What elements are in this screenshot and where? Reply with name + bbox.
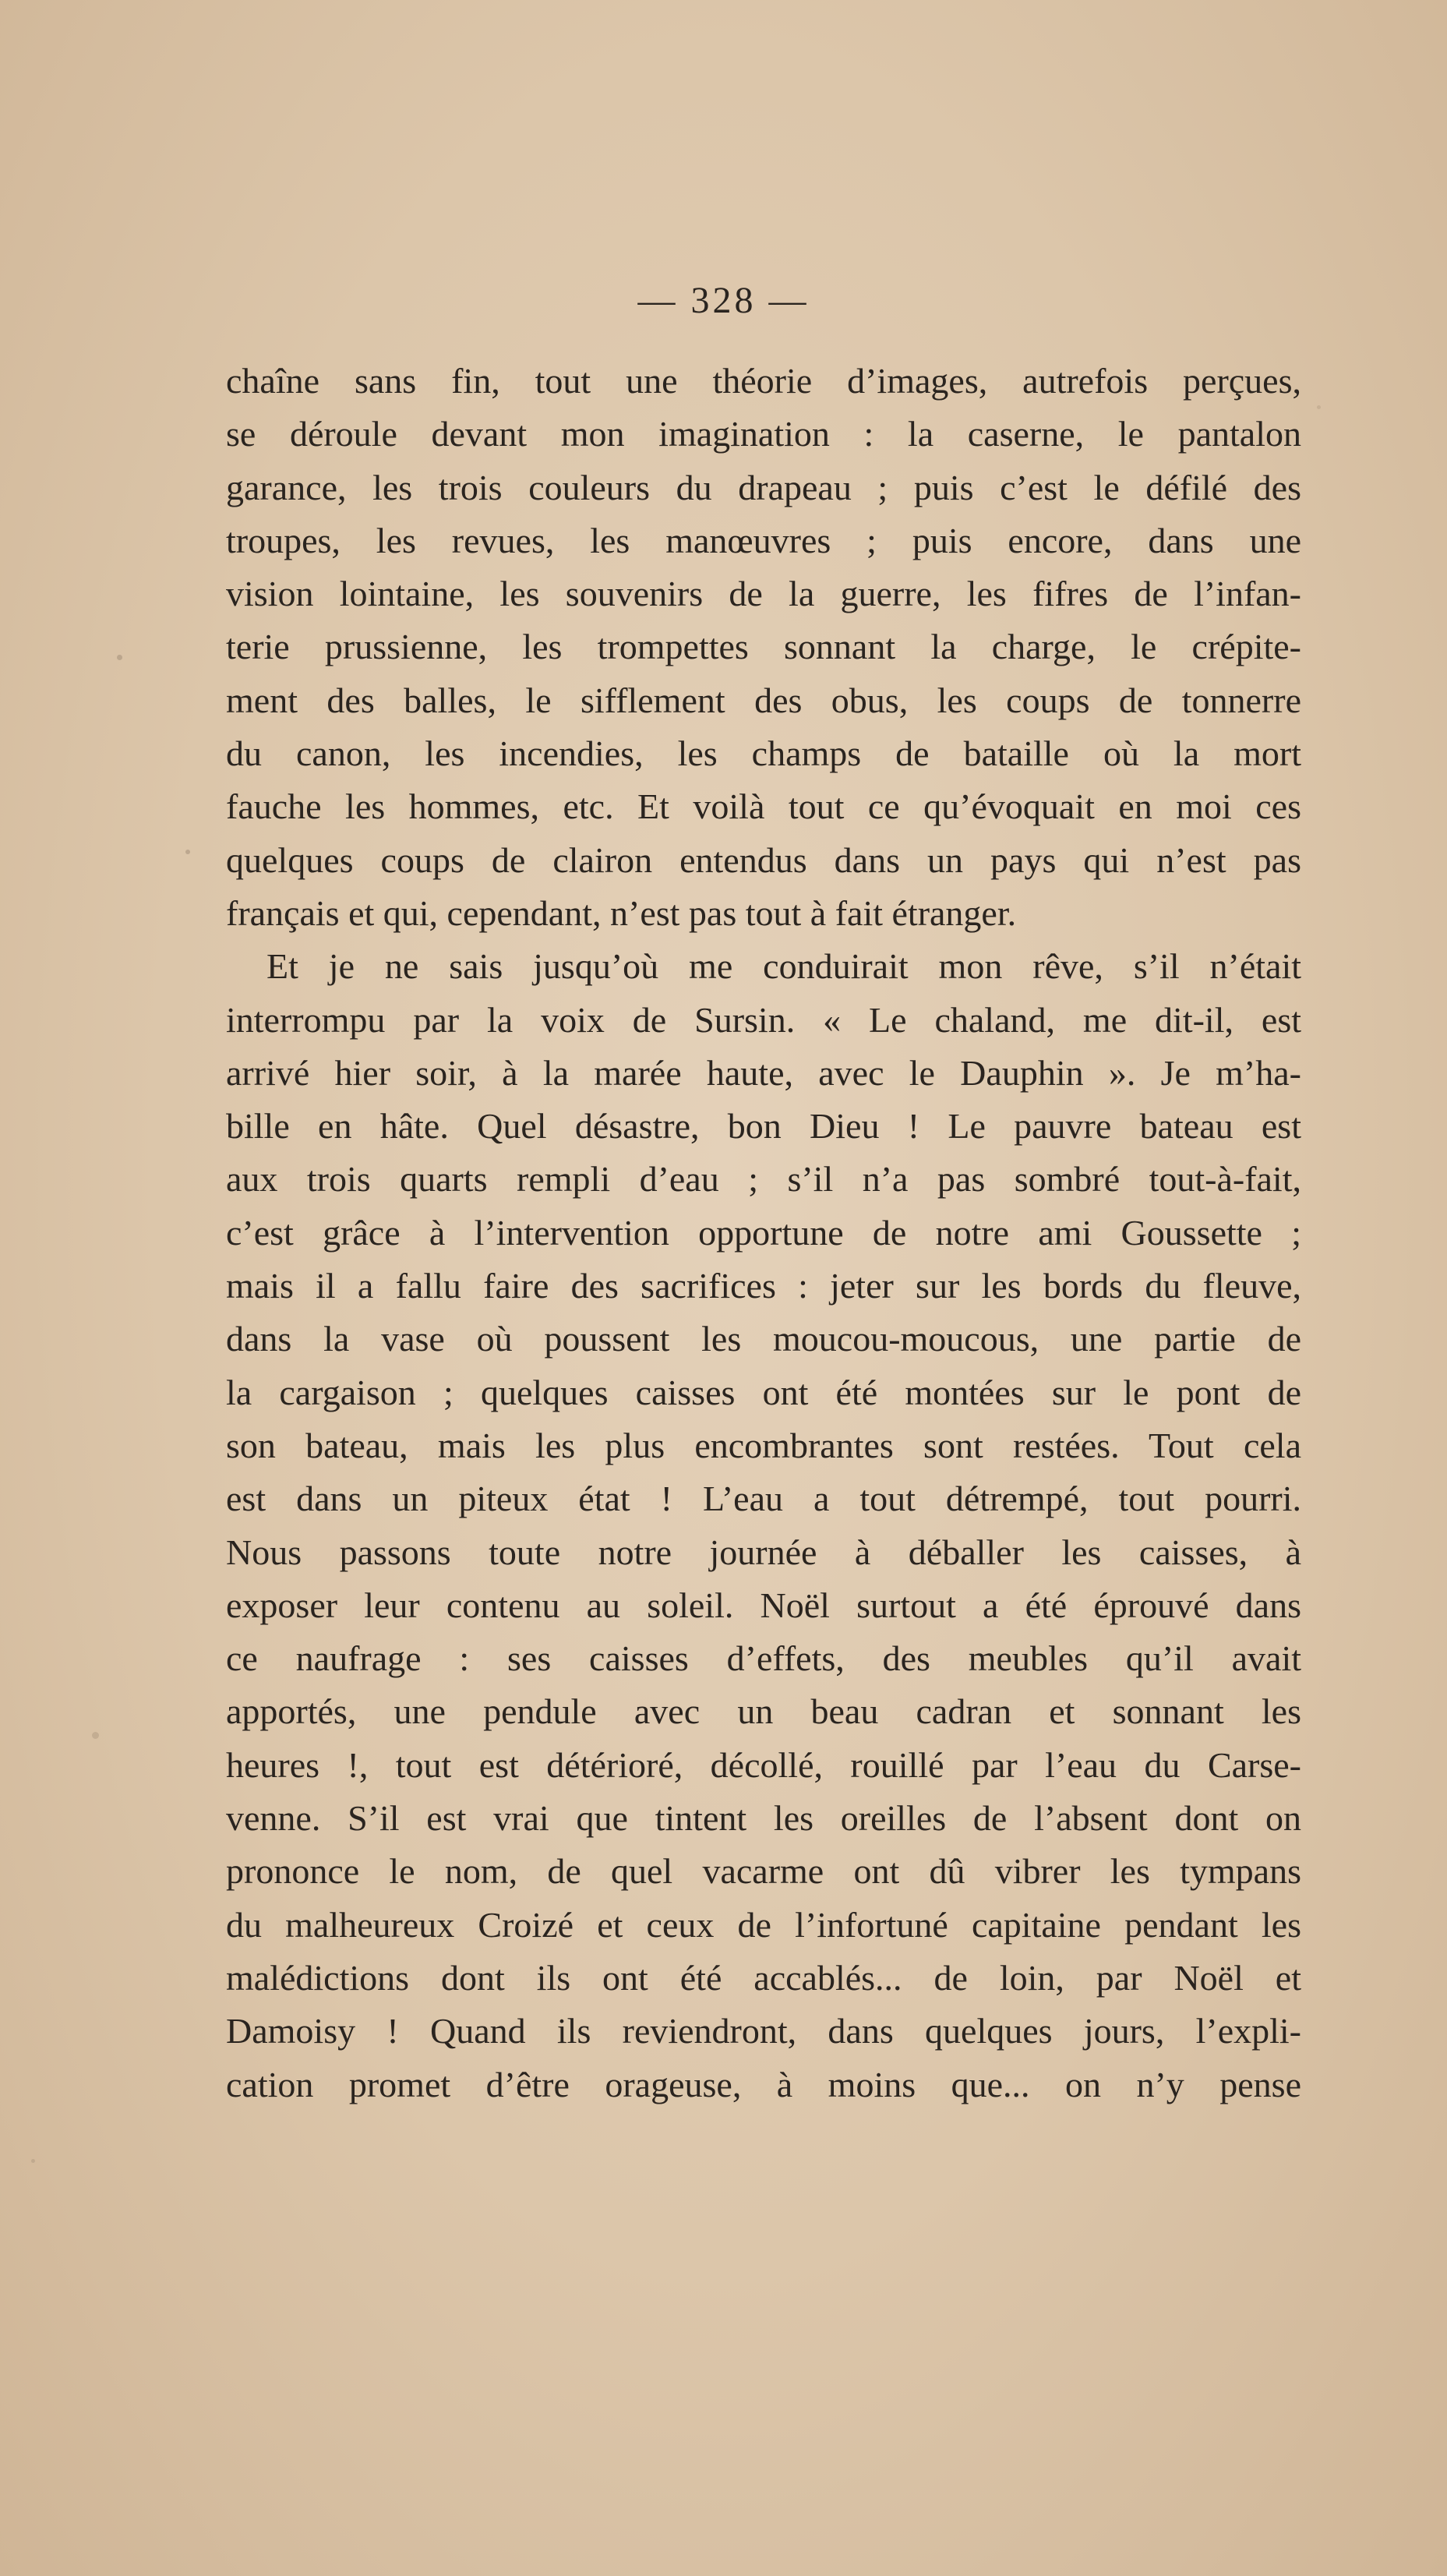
text-line: apportés, une pendule avec un beau cadran et sonnant les [226, 1691, 1301, 1732]
text-line: mais il a fallu faire des sacrifices : jeter sur les bords du fleuve, [226, 1266, 1301, 1306]
text-line: bille en hâte. Quel désastre, bon Dieu ! Le pauvre bateau est [226, 1106, 1301, 1147]
text-line: ment des balles, le sifflement des obus, les coups de tonnerre [226, 680, 1301, 720]
text-line: Damoisy ! Quand ils reviendront, dans quelques jours, l’expli- [226, 2011, 1301, 2051]
text-line: chaîne sans fin, tout une théorie d’images, autrefois perçues, [226, 361, 1301, 401]
text-line: heures !, tout est détérioré, décollé, rouillé par l’eau du Carse- [226, 1744, 1301, 1785]
text-line: troupes, les revues, les manœuvres ; puis encore, dans une [226, 520, 1301, 560]
text-line: malédictions dont ils ont été accablés... de loin, par Noël et [226, 1957, 1301, 1998]
text-line: aux trois quarts rempli d’eau ; s’il n’a pas sombré tout-à-fait, [226, 1159, 1301, 1200]
text-line: du canon, les incendies, les champs de bataille où la mort [226, 733, 1301, 774]
text-line: dans la vase où poussent les moucou-moucous, une partie de [226, 1319, 1301, 1359]
text-line: quelques coups de clairon entendus dans un pays qui n’est pas [226, 839, 1301, 880]
text-line: arrivé hier soir, à la marée haute, avec le Dauphin ». Je m’ha- [226, 1052, 1301, 1093]
paper-speck [1317, 405, 1321, 409]
text-line: ce naufrage : ses caisses d’effets, des meubles qu’il avait [226, 1638, 1301, 1679]
text-line: du malheureux Croizé et ceux de l’infortuné capitaine pendant les [226, 1904, 1301, 1945]
text-line: c’est grâce à l’intervention opportune de notre ami Goussette ; [226, 1212, 1301, 1253]
text-line: exposer leur contenu au soleil. Noël surtout a été éprouvé dans [226, 1585, 1301, 1625]
text-line: vision lointaine, les souvenirs de la guerre, les fifres de l’infan- [226, 574, 1301, 614]
text-line: prononce le nom, de quel vacarme ont dû vibrer les tympans [226, 1851, 1301, 1892]
text-line: son bateau, mais les plus encombrantes sont restées. Tout cela [226, 1425, 1301, 1465]
text-line: interrompu par la voix de Sursin. « Le chaland, me dit-il, est [226, 999, 1301, 1040]
text-line: Et je ne sais jusqu’où me conduirait mon rêve, s’il n’était [266, 946, 1301, 987]
text-line: cation promet d’être orageuse, à moins que... on n’y pense [226, 2064, 1301, 2104]
text-line: venne. S’il est vrai que tintent les oreilles de l’absent dont on [226, 1798, 1301, 1839]
text-line: Nous passons toute notre journée à déballer les caisses, à [226, 1532, 1301, 1572]
text-line: est dans un piteux état ! L’eau a tout détrempé, tout pourri. [226, 1479, 1301, 1519]
text-line: français et qui, cependant, n’est pas tout à fait étranger. [226, 892, 1017, 933]
text-line: terie prussienne, les trompettes sonnant la charge, le crépite- [226, 627, 1301, 667]
text-line: se déroule devant mon imagination : la caserne, le pantalon [226, 414, 1301, 454]
text-line: garance, les trois couleurs du drapeau ; puis c’est le défilé des [226, 467, 1301, 507]
paper-speck [117, 655, 122, 660]
paper-speck [185, 850, 190, 854]
paper-speck [31, 2159, 35, 2163]
text-line: fauche les hommes, etc. Et voilà tout ce qu’évoquait en moi ces [226, 786, 1301, 827]
body-text [226, 355, 1301, 2111]
paper-speck [92, 1732, 99, 1739]
text-line: la cargaison ; quelques caisses ont été montées sur le pont de [226, 1372, 1301, 1412]
page-number: — 328 — [637, 280, 810, 321]
